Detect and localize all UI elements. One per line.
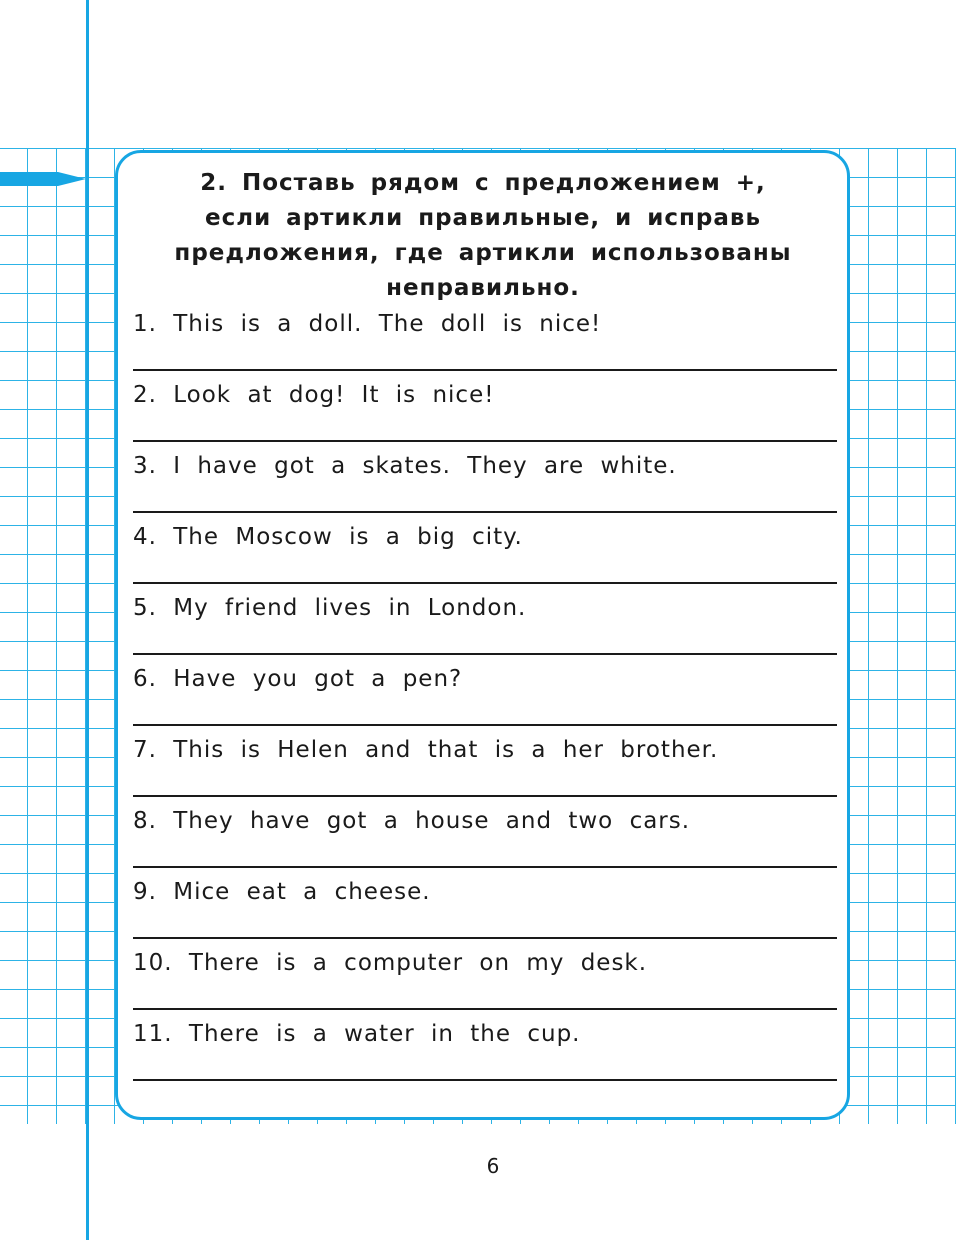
task-instruction-line: 2. Поставь рядом с предложением +, [200,170,766,196]
task-instruction-line: если артикли правильные, и исправь [204,205,762,231]
sentence-item [133,732,837,803]
sentence-item [133,590,837,661]
answer-line[interactable] [133,511,837,513]
task-instruction-line: неправильно. [386,275,580,301]
sentence-text: 11. There is a water in the cup. [133,1021,581,1047]
page-number: 6 [486,1154,500,1178]
sentence-text: 10. There is a computer on my desk. [133,950,648,976]
margin-line [86,0,89,1240]
sentence-item [133,661,837,732]
sentence-text: 9. Mice eat a cheese. [133,879,431,905]
answer-line[interactable] [133,724,837,726]
sentence-item [133,803,837,874]
sentence-item [133,1016,837,1087]
sentence-item [133,945,837,1016]
task-instruction-line: предложения, где артикли использованы [174,240,792,266]
sentence-text: 6. Have you got a pen? [133,666,463,692]
answer-line[interactable] [133,795,837,797]
sentence-item [133,377,837,448]
answer-line[interactable] [133,866,837,868]
sentence-text: 5. My friend lives in London. [133,595,527,621]
sentence-text: 2. Look at dog! It is nice! [133,382,495,408]
answer-line[interactable] [133,369,837,371]
answer-line[interactable] [133,582,837,584]
answer-line[interactable] [133,653,837,655]
answer-line[interactable] [133,1008,837,1010]
sentence-text: 7. This is Helen and that is a her brother. [133,737,719,763]
sentence-item [133,306,837,377]
sentence-item [133,448,837,519]
answer-line[interactable] [133,937,837,939]
sentence-list [133,306,837,1087]
sentence-item [133,874,837,945]
sentence-text: 4. The Moscow is a big city. [133,524,523,550]
sentence-text: 1. This is a doll. The doll is nice! [133,311,602,337]
answer-line[interactable] [133,1079,837,1081]
answer-line[interactable] [133,440,837,442]
task-arrow-icon [0,170,86,188]
sentence-text: 3. I have got a skates. They are white. [133,453,677,479]
sentence-text: 8. They have got a house and two cars. [133,808,691,834]
sentence-item [133,519,837,590]
task-instruction [148,166,818,306]
